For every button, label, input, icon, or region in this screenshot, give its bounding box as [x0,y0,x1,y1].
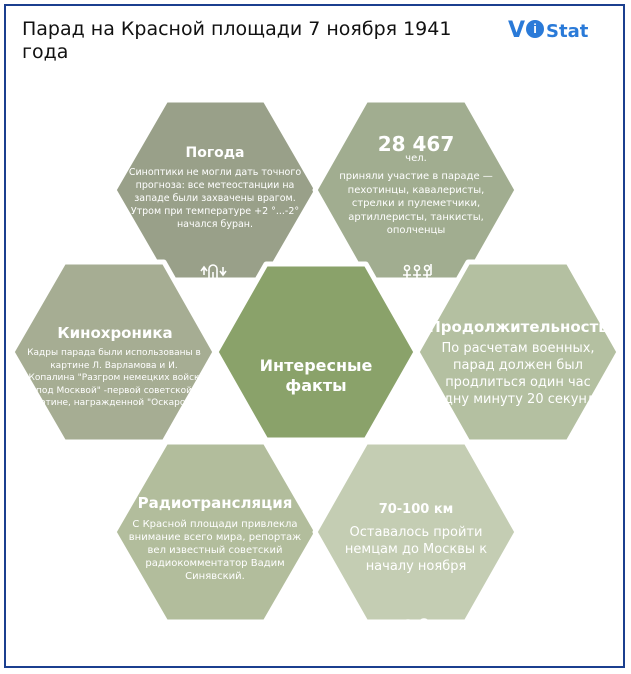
hex-center [216,264,416,440]
duration-title: Продолжительность [428,318,608,336]
center-label: Интересные факты [259,356,373,395]
soldiers-icon [400,262,434,294]
page-title: Парад на Красной площади 7 ноября 1941 года [22,18,452,63]
soundwave-icon [196,620,232,644]
participants-unit: чел. [405,153,427,164]
film-text: Кадры парада были использованы в картине Л. Варламова и И. Копалина "Разгром немецких войск под Москвой" -первой советской картине, награжденной "Оскаром". [27,348,201,408]
radio-text: С Красной площади привлекла внимание всего мира, репортаж вел известный советский радиокомментатор Вадим Синявский. [128,519,302,582]
logo-stat: Stat [546,21,589,42]
radio-title: Радиотрансляция [137,494,293,512]
distance-text: Оставалось пройти немцам до Москвы к началу ноября [344,525,488,574]
thermometer-icon [198,262,232,294]
duration-text: По расчетам военных, парад должен был продлиться один час одну минуту 20 секунд. [435,341,601,407]
map-pin-icon [398,616,434,646]
participants-text: приняли участие в параде — пехотинцы, кавалеристы, стрелки и пулеметчики, артиллеристы, танкисты, ополченцы [339,171,493,236]
weather-text: Синоптики не могли дать точного прогноза: все метеостанции на западе были захвачены врагом. Утром при температуре +2 °...-2° начался буран. [128,167,302,230]
distance-title: 70-100 км [378,502,454,517]
participants-number: 28 467 [377,132,455,156]
weather-title: Погода [185,145,245,161]
film-title: Кинохроника [57,324,173,342]
logo-i: i [526,20,544,38]
logo-v: V [508,18,526,43]
clock-check-icon [500,440,534,474]
film-camera-icon [96,440,130,470]
